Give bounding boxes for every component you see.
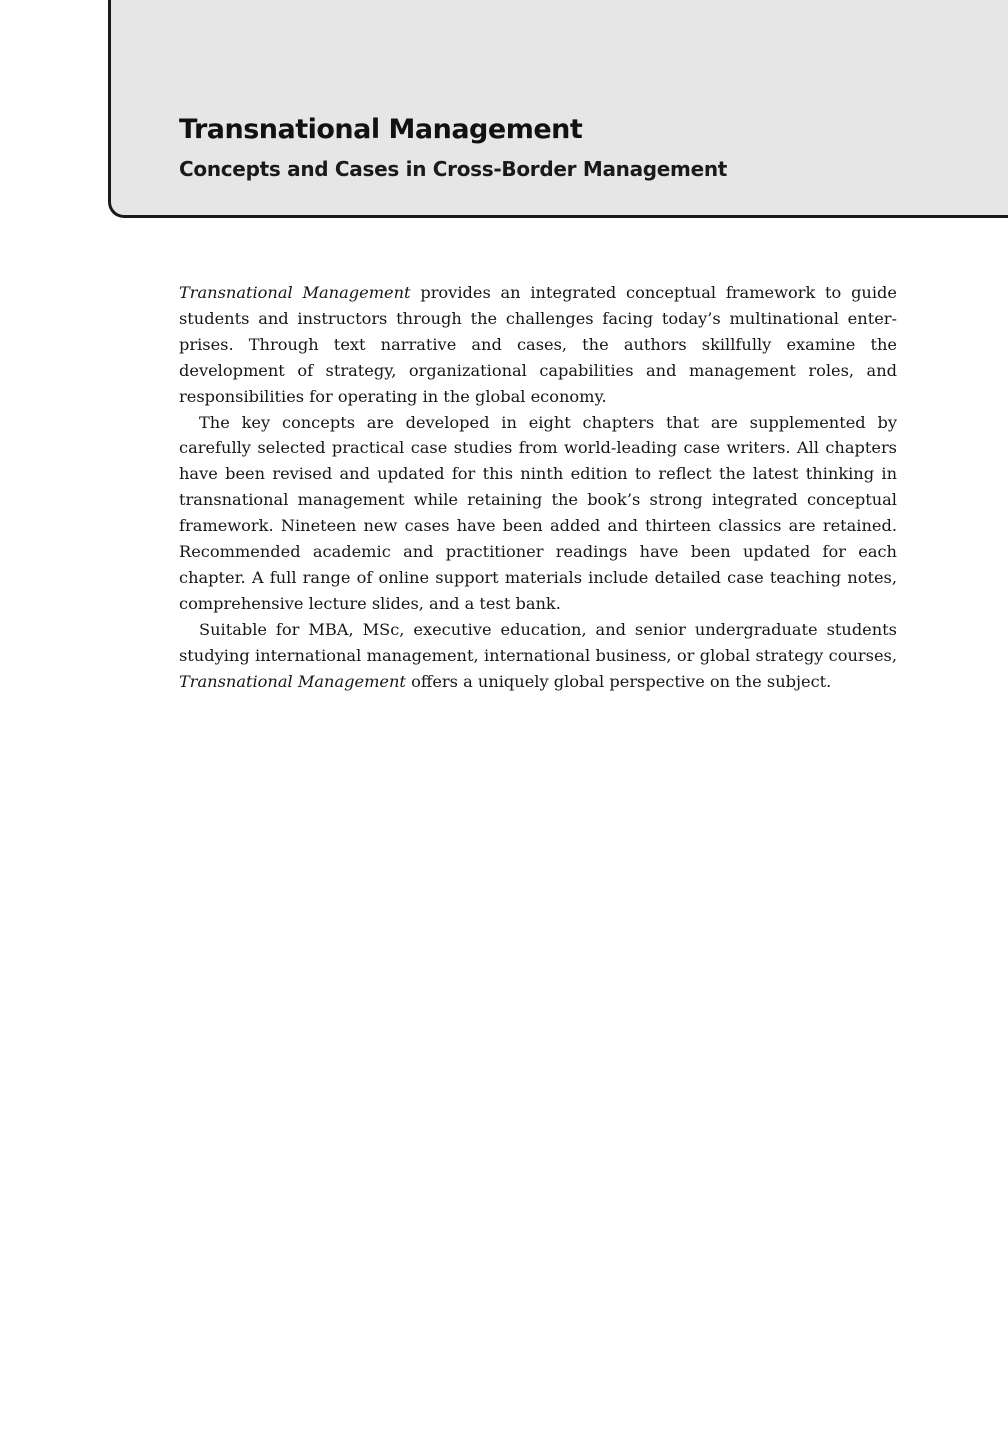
description-paragraph-1 xyxy=(179,280,897,410)
paragraph-text: offers a uniquely global perspective on the subject. xyxy=(405,671,832,691)
description-paragraph-3 xyxy=(179,617,897,695)
paragraph-text: Suitable for MBA, MSc, executive education, and senior undergraduate students studying international management, international business, or global strategy courses, xyxy=(179,619,897,665)
italic-book-title: Transnational Management xyxy=(179,283,411,302)
book-title: Transnational Management xyxy=(179,114,583,145)
italic-book-title: Transnational Management xyxy=(179,671,406,691)
book-subtitle: Concepts and Cases in Cross-Border Management xyxy=(179,157,728,181)
paragraph-text: The key concepts are developed in eight chapters that are supplemented by carefully selected practical case studies from world-leading case writers. All chapters have been revised and updated for this ninth edition to reflect the latest thinking in transnational management while retaining the book’s strong integrated conceptual framework. Nineteen new cases have been added and thirteen classics are retained. Recommended academic and practitioner readings have been updated for each chapter. A full range of online support materials include detailed case teaching notes, comprehensive lecture slides, and a test bank. xyxy=(179,412,897,613)
book-description xyxy=(179,280,897,695)
header-panel xyxy=(108,0,1008,218)
description-paragraph-2 xyxy=(179,410,897,617)
paragraph-text: provides an integrated conceptual framework to guide students and instructors through the challenges facing today’s multinational enterprises. Through text narrative and cases, the authors skillfully examine the development of strategy, organizational capabilities and management roles, and responsibilities for operating in the global economy. xyxy=(179,283,897,406)
